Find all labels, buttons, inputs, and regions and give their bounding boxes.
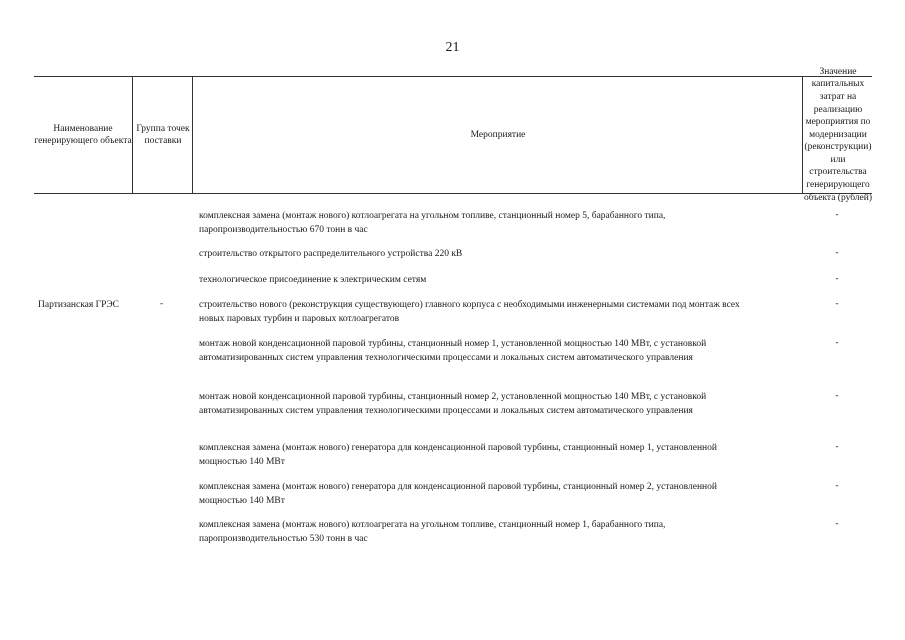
header-object-name: Наименование генерирующего объекта bbox=[34, 124, 132, 146]
event-text: монтаж новой конденсационной паровой турбины, станционный номер 1, установленной мощностью 140 МВт, с установкой автоматизированных систем управления технологическими процессами и локальных систем автоматического управления bbox=[199, 339, 707, 363]
cost-value: - bbox=[835, 210, 839, 220]
cost-value: - bbox=[835, 248, 839, 258]
header-capital-cost: Значение капитальных затрат на реализацию мероприятия по модернизации (реконструкции) или строительства генерирующего объекта (рублей) bbox=[803, 66, 873, 203]
cost-value: - bbox=[835, 299, 839, 309]
event-text: комплексная замена (монтаж нового) генератора для конденсационной паровой турбины, станционный номер 2, установленной мощностью 140 МВт bbox=[199, 482, 717, 506]
event-text: комплексная замена (монтаж нового) котлоагрегата на угольном топливе, станционный номер 1, барабанного типа, паропроизводительностью 530 тонн в час bbox=[199, 520, 666, 544]
event-text: монтаж новой конденсационной паровой турбины, станционный номер 2, установленной мощностью 140 МВт, с установкой автоматизированных систем управления технологическими процессами и локальных систем автоматического управления bbox=[199, 392, 707, 416]
cost-value: - bbox=[835, 338, 839, 348]
header-delivery-group: Группа точек поставки bbox=[132, 77, 193, 193]
cost-value: - bbox=[835, 442, 839, 452]
event-text: комплексная замена (монтаж нового) генератора для конденсационной паровой турбины, станционный номер 1, установленной мощностью 140 МВт bbox=[199, 443, 717, 467]
table-header bbox=[34, 66, 873, 203]
cost-value: - bbox=[835, 391, 839, 401]
header-event: Мероприятие bbox=[192, 77, 803, 193]
cost-value: - bbox=[835, 519, 839, 529]
capital-costs-table bbox=[34, 66, 873, 554]
cost-value: - bbox=[835, 481, 839, 491]
event-text: технологическое присоединение к электрическим сетям bbox=[199, 275, 427, 285]
event-text: строительство открытого распределительного устройства 220 кВ bbox=[199, 249, 463, 259]
table-body bbox=[34, 194, 872, 554]
page-number: 21 bbox=[445, 40, 460, 55]
object-name: Партизанская ГРЭС bbox=[38, 300, 120, 310]
object-group: - bbox=[160, 299, 164, 309]
cost-value: - bbox=[835, 274, 839, 284]
event-text: комплексная замена (монтаж нового) котлоагрегата на угольном топливе, станционный номер 5, барабанного типа, паропроизводительностью 670 тонн в час bbox=[199, 211, 666, 235]
event-text: строительство нового (реконструкция существующего) главного корпуса с необходимыми инженерными системами под монтаж всех новых паровых турбин и паровых котлоагрегатов bbox=[199, 300, 740, 324]
